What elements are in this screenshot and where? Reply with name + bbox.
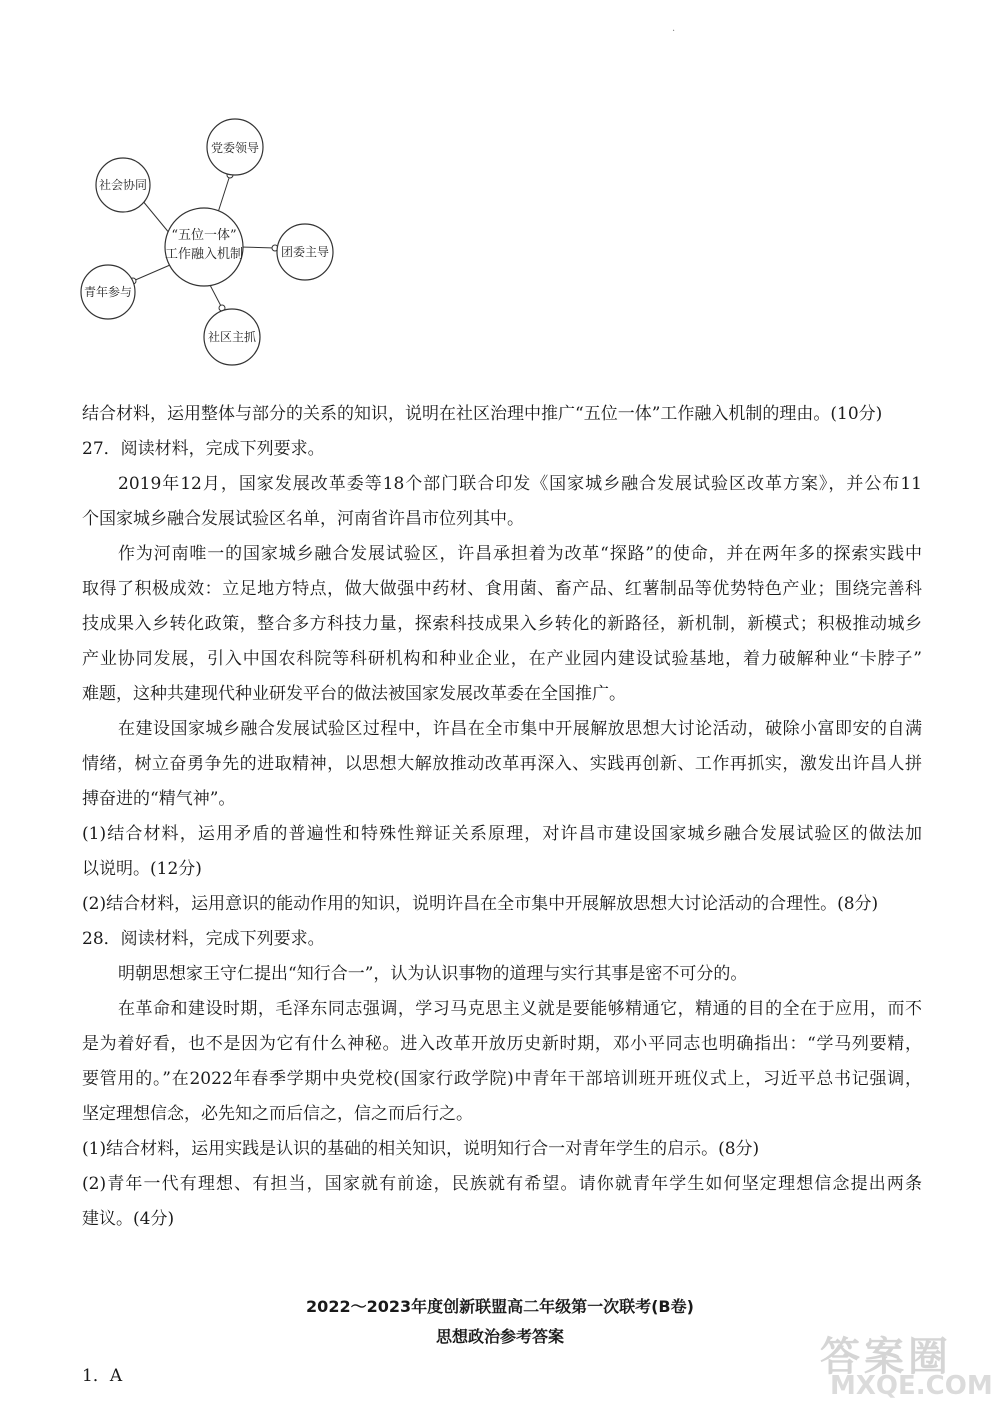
q27-para2-line5: 难题，这种共建现代种业研发平台的做法被国家发展改革委在全国推广。 bbox=[82, 684, 626, 704]
scan-dot: · bbox=[672, 26, 676, 37]
q26-requirement: 结合材料，运用整体与部分的关系的知识，说明在社区治理中推广“五位一体”工作融入机制的理由。(10分) bbox=[82, 404, 883, 424]
q28-para2-line4: 坚定理想信念，必先知之而后信之，信之而后行之。 bbox=[82, 1104, 473, 1124]
q27-para1-line2: 个国家城乡融合发展试验区名单，河南省许昌市位列其中。 bbox=[82, 509, 524, 529]
center-line-1: “五位一体” bbox=[171, 228, 237, 243]
q27-sub2: (2)结合材料，运用意识的能动作用的知识，说明许昌在全市集中开展解放思想大讨论活动的合理性。(8分) bbox=[82, 894, 879, 914]
q28-para2-line1: 在革命和建设时期，毛泽东同志强调，学习马克思主义就是要能够精通它，精通的目的全在于应用，而不 bbox=[118, 999, 922, 1019]
node-community-label: 社区主抓 bbox=[207, 330, 257, 344]
center-line-2: 工作融入机制 bbox=[164, 247, 244, 262]
q27-para3-line1: 在建设国家城乡融合发展试验区过程中，许昌在全市集中开展解放思想大讨论活动，破除小富即安的自满 bbox=[118, 719, 922, 739]
q27-para2-line3: 技成果入乡转化政策，整合多方科技力量，探索科技成果入乡转化的新路径，新机制，新模式；积极推动城乡 bbox=[82, 614, 922, 634]
q28-para1: 明朝思想家王守仁提出“知行合一”，认为认识事物的道理与实行其事是密不可分的。 bbox=[118, 964, 748, 984]
five-in-one-diagram bbox=[70, 115, 370, 385]
answer-subtitle: 思想政治参考答案 bbox=[435, 1327, 564, 1346]
watermark-url: MXQE.COM bbox=[830, 1371, 993, 1401]
q27-sub1-line1: (1)结合材料，运用矛盾的普遍性和特殊性辩证关系原理，对许昌市建设国家城乡融合发展试验区的做法加 bbox=[82, 824, 922, 844]
q28-sub1: (1)结合材料，运用实践是认识的基础的相关知识，说明知行合一对青年学生的启示。(8分) bbox=[82, 1139, 760, 1159]
site-watermark bbox=[820, 1325, 993, 1405]
connector-league bbox=[240, 247, 275, 248]
q27-para2-line4: 产业协同发展，引入中国农科院等科研机构和种业企业，在产业园内建设试验基地，着力破解种业“卡脖子” bbox=[82, 649, 922, 669]
q27-heading: 27．阅读材料，完成下列要求。 bbox=[82, 439, 325, 459]
node-youth-label: 青年参与 bbox=[83, 285, 133, 299]
q28-para2-line2: 是为着好看，也不是因为它有什么神秘。进入改革开放历史新时期，邓小平同志也明确指出：“学马列要精， bbox=[82, 1034, 922, 1054]
node-social-label: 社会协同 bbox=[98, 178, 148, 192]
connector-community bbox=[210, 285, 222, 308]
connector-youth bbox=[133, 265, 170, 281]
q28-para2-line3: 要管用的。”在2022年春季学期中央党校(国家行政学院)中青年干部培训班开班仪式上，习近平总书记强调， bbox=[82, 1069, 922, 1089]
q27-para2-line2: 取得了积极成效：立足地方特点，做大做强中药材、食用菌、畜产品、红薯制品等优势特色产业；围绕完善科 bbox=[82, 579, 922, 599]
q28-sub2-line1: (2)青年一代有理想、有担当，国家就有前途，民族就有希望。请你就青年学生如何坚定理想信念提出两条 bbox=[82, 1174, 922, 1194]
q28-sub2-line2: 建议。(4分) bbox=[82, 1209, 175, 1229]
answer-item-1: 1．A bbox=[82, 1366, 123, 1386]
diagram-svg bbox=[70, 115, 370, 385]
node-league-label: 团委主导 bbox=[280, 245, 330, 259]
q28-heading: 28．阅读材料，完成下列要求。 bbox=[82, 929, 325, 949]
q27-para1-line1: 2019年12月，国家发展改革委等18个部门联合印发《国家城乡融合发展试验区改革方案》，并公布11 bbox=[118, 474, 922, 494]
answer-title: 2022～2023年度创新联盟高二年级第一次联考(B卷) bbox=[306, 1297, 694, 1316]
q27-sub1-line2: 以说明。(12分) bbox=[82, 859, 202, 879]
q27-para3-line2: 情绪，树立奋勇争先的进取精神，以思想大解放推动改革再深入、实践再创新、工作再抓实，激发出许昌人拼 bbox=[82, 754, 922, 774]
watermark-logo-text: 答案圈 bbox=[820, 1334, 952, 1380]
node-party-label: 党委领导 bbox=[210, 141, 260, 155]
q27-para2-line1: 作为河南唯一的国家城乡融合发展试验区，许昌承担着为改革“探路”的使命，并在两年多的探索实践中 bbox=[118, 544, 922, 564]
q27-para3-line3: 搏奋进的“精气神”。 bbox=[82, 789, 236, 809]
